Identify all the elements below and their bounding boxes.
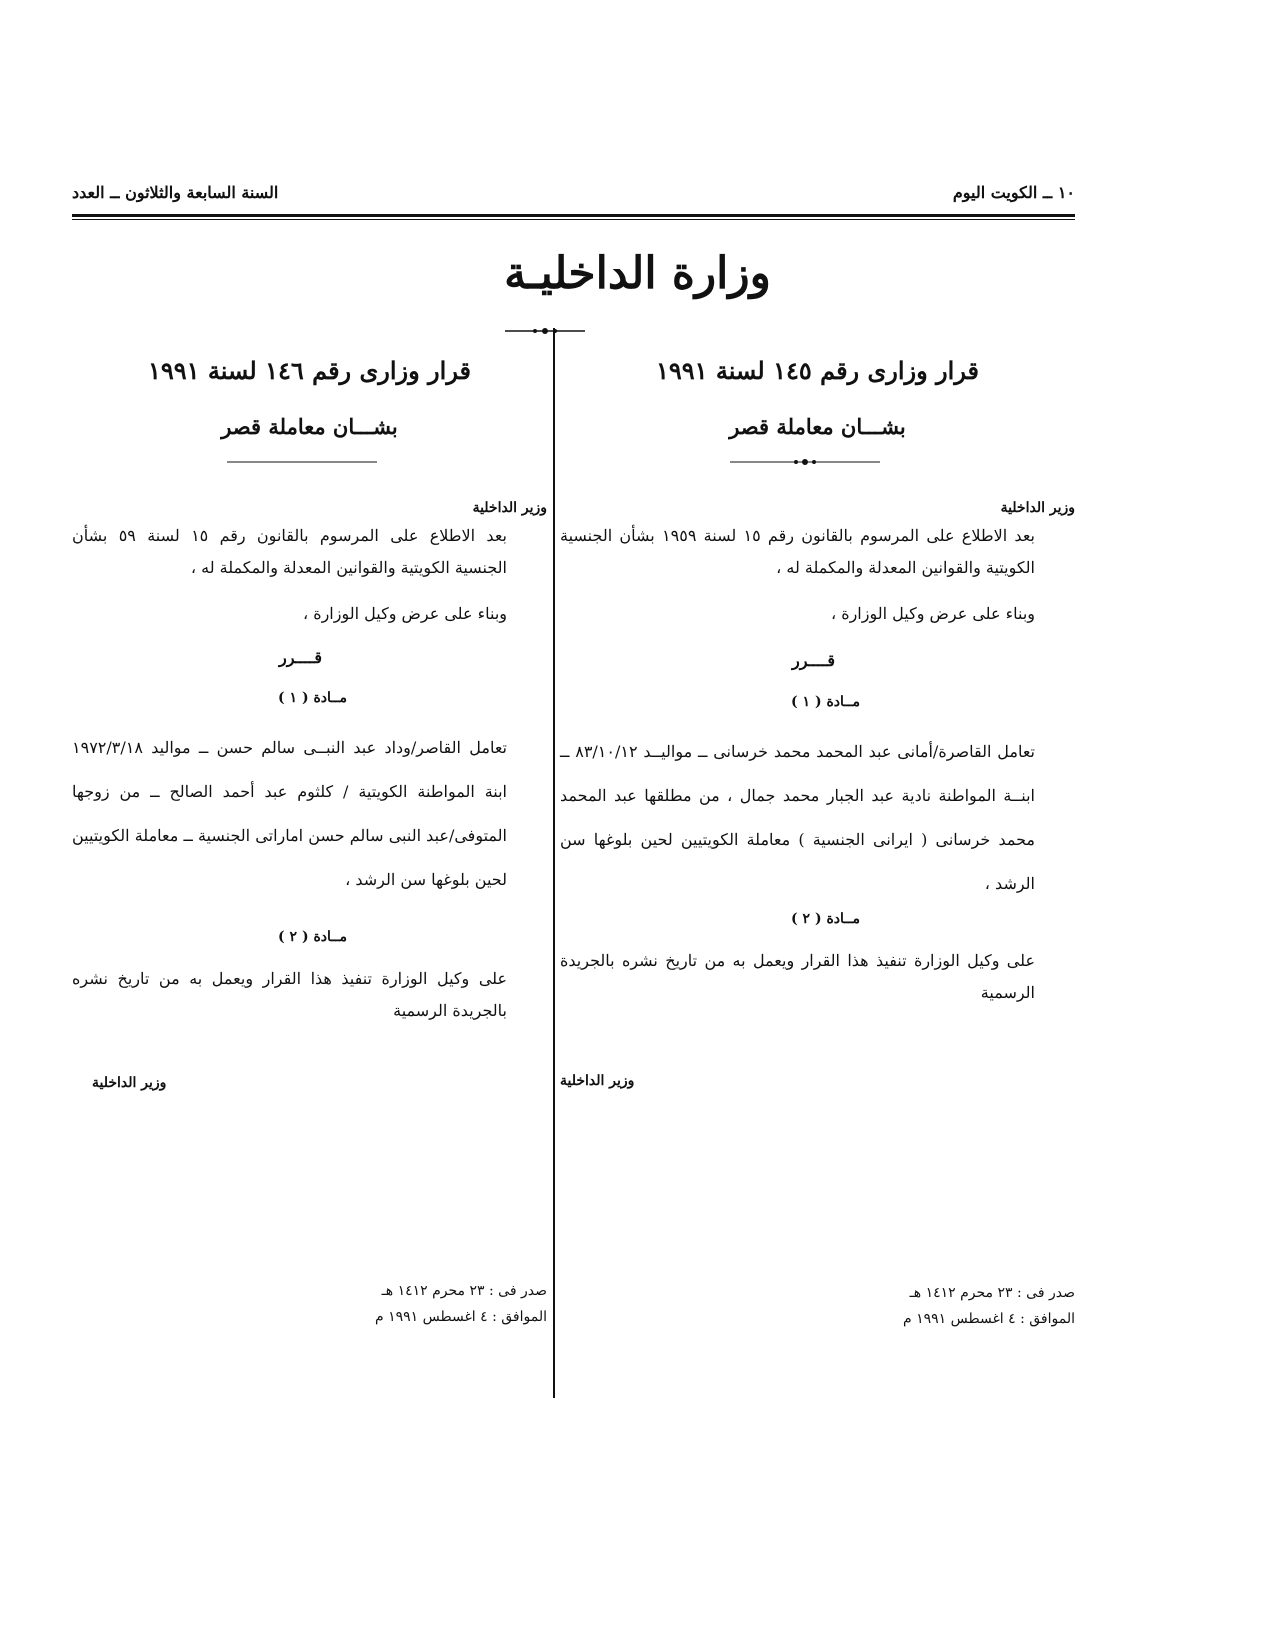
preamble-text: وبناء على عرض وكيل الوزارة ، <box>830 604 1035 623</box>
article-1-label: مــادة ( ١ ) <box>791 694 860 710</box>
article-text: على وكيل الوزارة تنفيذ هذا القرار ويعمل به من تاريخ نشره بالجريدة الرسمية <box>72 969 507 1020</box>
issued-date <box>903 1280 1075 1332</box>
decision-title: قرار وزارى رقم ١٤٥ لسنة ١٩٩١ <box>655 356 980 385</box>
issued-gregorian: الموافق : ٤ اغسطس ١٩٩١ م <box>374 1309 547 1325</box>
preamble-law <box>560 520 1075 584</box>
article-text: تعامل القاصر/وداد عبد النبــى سالم حسن ــ مواليد ١٩٧٢/٣/١٨ ابنة المواطنة الكويتية / كلثوم عبد أحمد الصالح ــ من زوجها المتوفى/عبد النبى سالم حسن اماراتى الجنسية ــ معاملة الكويتيين لحين بلوغها سن الرشد ، <box>72 738 507 889</box>
decision-title: قرار وزارى رقم ١٤٦ لسنة ١٩٩١ <box>147 356 472 385</box>
decided-heading: قــــرر <box>792 651 835 670</box>
decided-heading: قــــرر <box>279 648 322 667</box>
column-divider <box>553 328 555 1398</box>
preamble-proposal <box>560 598 1075 630</box>
issued-gregorian: الموافق : ٤ اغسطس ١٩٩١ م <box>902 1311 1075 1327</box>
header-rule <box>72 214 1075 217</box>
ministry-title: وزارة الداخليـة <box>504 248 771 299</box>
subject-ornament <box>227 458 377 466</box>
article-text: تعامل القاصرة/أمانى عبد المحمد محمد خرسانى ــ مواليــد ٨٣/١٠/١٢ ــ ابنــة المواطنة نادية عبد الجبار محمد جمال ، من مطلقها عبد المحمد محمد خرسانى ( ايرانى الجنسية ) معاملة الكويتيين لحين بلوغها سن الرشد ، <box>560 742 1035 893</box>
title-ornament <box>505 326 585 336</box>
issued-date <box>375 1278 547 1330</box>
article-1-body <box>560 730 1075 906</box>
article-2-body <box>72 963 547 1027</box>
minister-heading: وزير الداخلية <box>1000 500 1075 516</box>
minister-signature: وزير الداخلية <box>92 1075 167 1091</box>
preamble-proposal <box>72 598 547 630</box>
article-1-label: مــادة ( ١ ) <box>278 690 347 706</box>
subject-ornament <box>730 458 880 466</box>
minister-heading: وزير الداخلية <box>472 500 547 516</box>
header-year-issue: السنة السابعة والثلاثون ــ العدد <box>72 183 279 202</box>
minister-signature: وزير الداخلية <box>560 1073 635 1089</box>
article-1-body <box>72 726 547 902</box>
article-2-label: مــادة ( ٢ ) <box>791 911 860 927</box>
decision-subject: بشـــان معاملة قصر <box>729 414 906 439</box>
preamble-text: بعد الاطلاع على المرسوم بالقانون رقم ١٥ لسنة ١٩٥٩ بشأن الجنسية الكويتية والقوانين المعدلة والمكملة له ، <box>560 526 1035 577</box>
header-rule-thin <box>72 219 1075 220</box>
issued-hijri: صدر فى : ٢٣ محرم ١٤١٢ هـ <box>909 1285 1075 1301</box>
article-text: على وكيل الوزارة تنفيذ هذا القرار ويعمل به من تاريخ نشره بالجريدة الرسمية <box>560 951 1035 1002</box>
article-2-body <box>560 945 1075 1009</box>
preamble-text: بعد الاطلاع على المرسوم بالقانون رقم ١٥ لسنة ٥٩ بشأن الجنسية الكويتية والقوانين المعدلة والمكملة له ، <box>72 526 507 577</box>
issued-hijri: صدر فى : ٢٣ محرم ١٤١٢ هـ <box>381 1283 547 1299</box>
header-page-info: ١٠ ــ الكويت اليوم <box>952 183 1075 202</box>
preamble-law <box>72 520 547 584</box>
article-2-label: مــادة ( ٢ ) <box>278 929 347 945</box>
decision-subject: بشـــان معاملة قصر <box>221 414 398 439</box>
preamble-text: وبناء على عرض وكيل الوزارة ، <box>302 604 507 623</box>
